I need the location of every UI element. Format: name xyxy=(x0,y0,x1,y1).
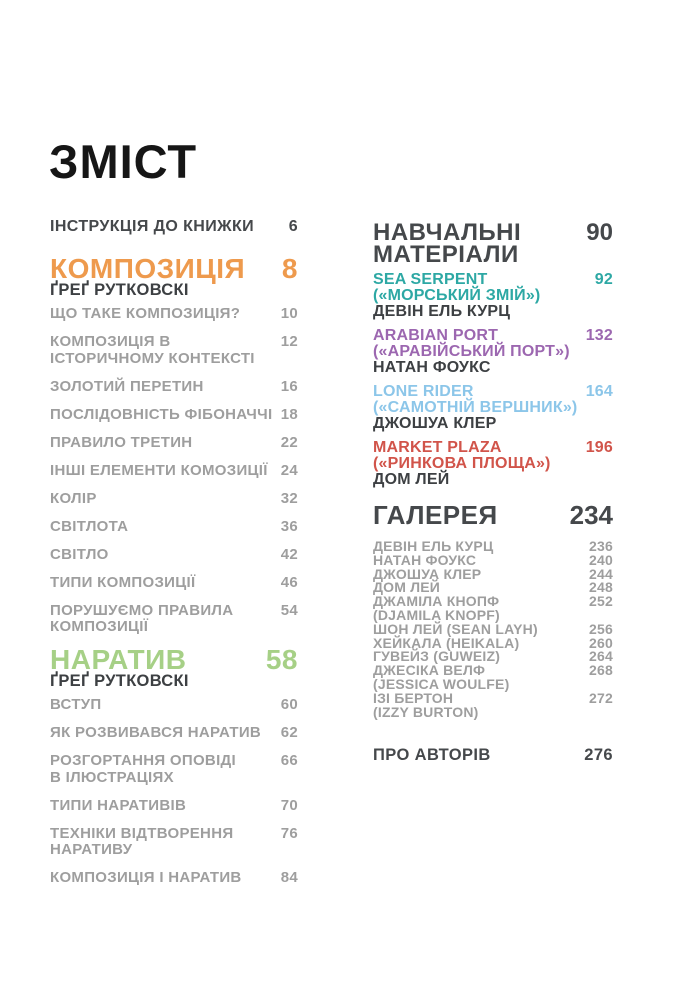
toc-entry xyxy=(50,575,298,592)
toc-entry-page: 12 xyxy=(280,333,298,350)
toc-entry-page: 36 xyxy=(280,517,298,535)
toc-entry-page: 10 xyxy=(280,305,298,322)
gallery-entry-name: ДЕВІН ЕЛЬ КУРЦ xyxy=(373,538,494,554)
tutorial-page: 196 xyxy=(585,439,613,456)
gallery-entry xyxy=(373,664,613,692)
toc-entry-page: 60 xyxy=(280,696,298,713)
gallery-entry-name: (JESSICA WOULFE) xyxy=(373,675,510,692)
toc-entry-page: 24 xyxy=(280,461,298,479)
toc-entry xyxy=(50,603,298,636)
toc-entry-page: 18 xyxy=(280,405,298,423)
toc-entry xyxy=(50,826,298,859)
toc-entry-page: 76 xyxy=(280,824,298,842)
gallery-entry-name: ГУВЕЙЗ (GUWEIZ) xyxy=(373,648,501,665)
toc-entry-page: 22 xyxy=(280,433,298,451)
tutorial-entry xyxy=(373,272,613,320)
gallery-entry-page: 240 xyxy=(589,551,613,568)
gallery-entry-name: ХЕЙКАЛА (HEIKALA) xyxy=(373,634,520,651)
gallery-entry-name: ІЗІ БЕРТОН xyxy=(373,689,454,706)
section-author: ҐРЕҐ РУТКОВСКІ xyxy=(50,672,189,690)
tutorial-author: ДОМ ЛЕЙ xyxy=(373,471,450,488)
gallery-list xyxy=(373,540,613,719)
section-narrative xyxy=(50,644,298,887)
tutorial-page: 132 xyxy=(585,327,613,344)
section-heading xyxy=(50,644,298,675)
gallery-entry-page: 268 xyxy=(589,662,613,679)
gallery-title: ГАЛЕРЕЯ xyxy=(373,500,498,530)
gallery-entry-page: 248 xyxy=(589,579,613,596)
gallery-entry-name: (DJAMILA KNOPF) xyxy=(373,606,500,623)
tutorials-title: НАВЧАЛЬНІ МАТЕРІАЛИ xyxy=(373,219,522,268)
toc-entry xyxy=(50,334,298,367)
tutorial-entry xyxy=(373,328,613,376)
toc-entry-label: КОМПОЗИЦІЯ І НАРАТИВ xyxy=(50,869,242,886)
gallery-entry-name: ДЖОШУА КЛЕР xyxy=(373,565,482,582)
gallery-entry-name: ДЖЕСІКА ВЕЛФ xyxy=(373,662,486,679)
toc-entry-label: ТИПИ НАРАТИВІВ xyxy=(50,796,187,814)
tutorial-title: SEA SERPENT xyxy=(373,271,488,288)
tutorial-title: LONE RIDER xyxy=(373,383,474,400)
tutorial-subtitle: («САМОТНІЙ ВЕРШНИК») xyxy=(373,398,578,416)
section-page: 58 xyxy=(265,644,298,675)
gallery-entry-name: ШОН ЛЕЙ (SEAN LAYH) xyxy=(373,620,538,637)
toc-entry-label: ВСТУП xyxy=(50,696,102,713)
about-authors-page: 276 xyxy=(584,746,613,765)
gallery-entry-name: ДОМ ЛЕЙ xyxy=(373,579,441,596)
toc-entry-label: ТЕХНІКИ ВІДТВОРЕННЯ xyxy=(50,824,234,842)
tutorial-entry xyxy=(373,384,613,432)
right-column xyxy=(373,219,613,765)
toc-entry-label: ПОСЛІДОВНІСТЬ ФІБОНАЧЧІ xyxy=(50,405,273,423)
toc-entry-label: ЩО ТАКЕ КОМПОЗИЦІЯ? xyxy=(50,305,241,322)
section-title: НАРАТИВ xyxy=(50,644,187,675)
toc-entry-label: ТИПИ КОМПОЗИЦІЇ xyxy=(50,573,196,591)
toc-entry-page: 84 xyxy=(280,869,298,886)
toc-entry xyxy=(50,491,298,508)
gallery-entry-page: 260 xyxy=(589,634,613,651)
toc-entry-label: НАРАТИВУ xyxy=(50,841,133,858)
toc-entry-intro xyxy=(50,218,298,235)
toc-entry xyxy=(50,870,298,887)
tutorial-page: 92 xyxy=(594,271,613,288)
gallery-entry-page: 264 xyxy=(589,648,613,665)
toc-entry-label: ЯК РОЗВИВАВСЯ НАРАТИВ xyxy=(50,724,262,741)
toc-entry xyxy=(50,435,298,452)
toc-entry-page: 66 xyxy=(280,752,298,769)
tutorial-title: MARKET PLAZA xyxy=(373,439,502,456)
section-items xyxy=(50,697,298,887)
toc-entry-page: 46 xyxy=(280,573,298,591)
section-page: 8 xyxy=(281,253,298,284)
toc-entry-label: ІНСТРУКЦІЯ ДО КНИЖКИ xyxy=(50,218,255,235)
gallery-entry-name: ДЖАМІЛА КНОПФ xyxy=(373,593,500,610)
toc-entry-label: ПРАВИЛО ТРЕТИН xyxy=(50,433,193,451)
toc-entry-page: 54 xyxy=(280,601,298,619)
tutorial-subtitle: («МОРСЬКИЙ ЗМІЙ») xyxy=(373,286,541,304)
toc-entry-label: РОЗГОРТАННЯ ОПОВІДІ xyxy=(50,752,236,769)
about-authors-entry xyxy=(373,747,613,764)
toc-entry xyxy=(50,379,298,396)
left-column xyxy=(50,218,298,898)
gallery-page: 234 xyxy=(569,500,613,530)
section-items xyxy=(50,306,298,636)
tutorial-subtitle: («АРАВІЙСЬКИЙ ПОРТ») xyxy=(373,342,570,360)
toc-entry-label: ІСТОРИЧНОМУ КОНТЕКСТІ xyxy=(50,349,255,367)
toc-entry-label: ІНШІ ЕЛЕМЕНТИ КОМОЗИЦІЇ xyxy=(50,461,268,479)
toc-entry-label: КОЛІР xyxy=(50,489,97,507)
tutorial-author: ДЕВІН ЕЛЬ КУРЦ xyxy=(373,303,511,320)
toc-entry xyxy=(50,753,298,786)
toc-entry-page: 42 xyxy=(280,545,298,563)
gallery-entry xyxy=(373,689,613,720)
toc-entry xyxy=(50,306,298,323)
section-title: КОМПОЗИЦІЯ xyxy=(50,253,246,284)
tutorials-page: 90 xyxy=(586,219,613,246)
toc-entry-label: КОМПОЗИЦІЇ xyxy=(50,618,149,635)
toc-entry-page: 70 xyxy=(280,796,298,814)
toc-entry xyxy=(50,547,298,564)
toc-entry-page: 16 xyxy=(280,377,298,395)
tutorial-page: 164 xyxy=(585,383,613,400)
gallery-heading xyxy=(373,500,613,530)
tutorial-subtitle: («РИНКОВА ПЛОЩА») xyxy=(373,454,551,472)
toc-entry-label: СВІТЛО xyxy=(50,545,109,563)
gallery-entry-page: 252 xyxy=(589,593,613,610)
toc-entry xyxy=(50,519,298,536)
section-heading xyxy=(50,253,298,284)
gallery-entry-page: 236 xyxy=(589,538,613,554)
toc-entry xyxy=(50,407,298,424)
gallery-entry-name: (IZZY BURTON) xyxy=(373,703,479,720)
tutorial-author: ДЖОШУА КЛЕР xyxy=(373,415,497,432)
toc-entry-page: 6 xyxy=(288,218,298,235)
toc-entry-label: СВІТЛОТА xyxy=(50,517,129,535)
toc-entry xyxy=(50,697,298,714)
section-composition xyxy=(50,253,298,636)
toc-entry-label: В ІЛЮСТРАЦІЯХ xyxy=(50,768,174,786)
toc-entry-label: ПОРУШУЄМО ПРАВИЛА xyxy=(50,601,234,619)
toc-entry xyxy=(50,463,298,480)
gallery-entry-page: 256 xyxy=(589,620,613,637)
gallery-entry-name: НАТАН ФОУКС xyxy=(373,551,477,568)
toc-entry xyxy=(50,725,298,742)
about-authors-label: ПРО АВТОРІВ xyxy=(373,746,491,765)
gallery-entry xyxy=(373,595,613,623)
toc-entry-label: ЗОЛОТИЙ ПЕРЕТИН xyxy=(50,377,204,395)
section-author: ҐРЕҐ РУТКОВСКІ xyxy=(50,281,189,299)
tutorial-entry xyxy=(373,440,613,488)
toc-entry-page: 62 xyxy=(280,724,298,741)
tutorial-title: ARABIAN PORT xyxy=(373,327,499,344)
page-title: ЗМІСТ xyxy=(49,135,198,188)
tutorials-heading xyxy=(373,219,613,268)
toc-entry-page: 32 xyxy=(280,489,298,507)
gallery-entry-page: 244 xyxy=(589,565,613,582)
tutorial-author: НАТАН ФОУКС xyxy=(373,359,491,376)
gallery-entry-page: 272 xyxy=(589,689,613,706)
toc-entry xyxy=(50,798,298,815)
toc-entry-label: КОМПОЗИЦІЯ В xyxy=(50,333,171,350)
